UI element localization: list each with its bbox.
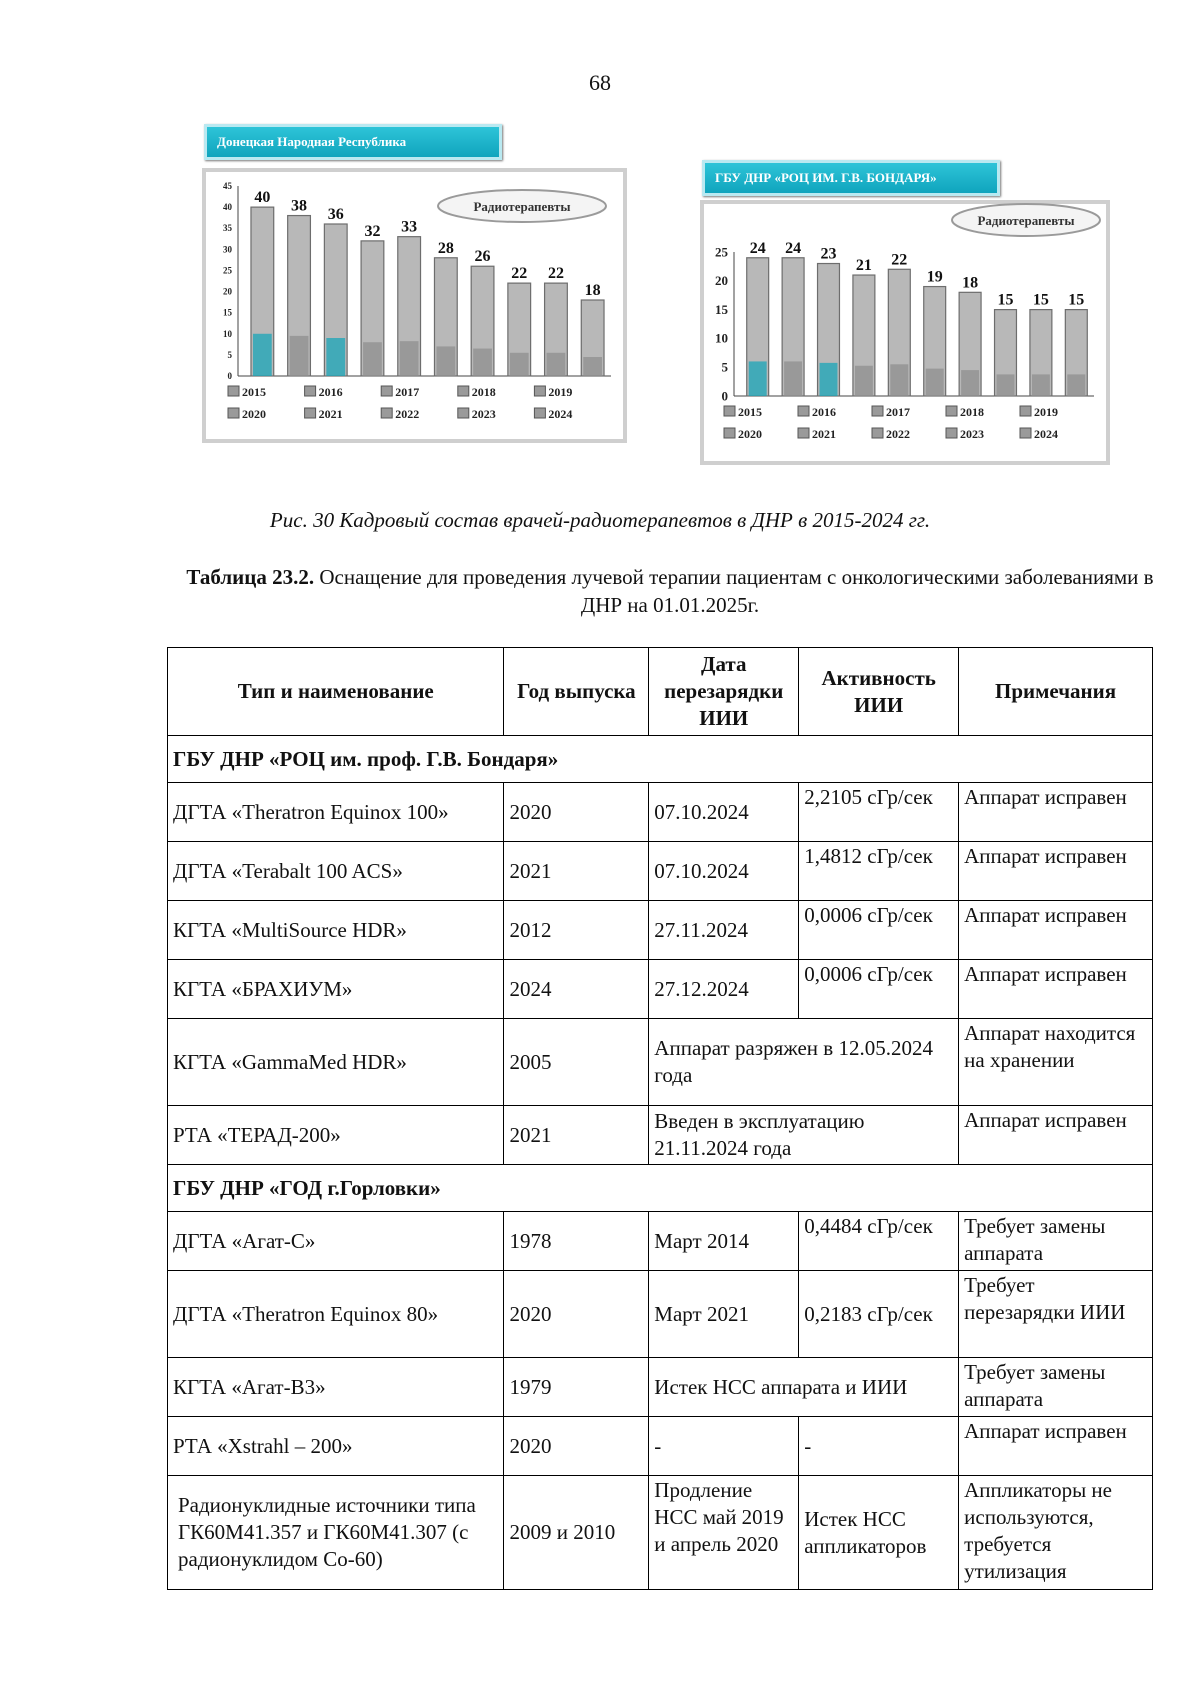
y-tick-label: 35 — [223, 223, 232, 234]
cell-date: 27.11.2024 — [649, 901, 799, 960]
legend-swatch — [872, 428, 883, 438]
legend-year-label: 2024 — [548, 407, 573, 421]
table-row — [168, 842, 1153, 901]
cell-year: 1978 — [504, 1212, 649, 1271]
cell-activity: 0,0006 сГр/сек — [799, 960, 959, 1019]
legend-swatch — [534, 408, 545, 418]
bar-shade — [290, 336, 309, 376]
table-title-label: Таблица 23.2. — [186, 565, 315, 589]
bar-value-label: 28 — [437, 239, 454, 257]
legend-year-label: 2015 — [242, 385, 266, 399]
legend-swatch — [228, 386, 239, 396]
bar-value-label: 32 — [364, 222, 381, 240]
cell-activity: 2,2105 сГр/сек — [799, 783, 959, 842]
page-number: 68 — [589, 70, 611, 95]
table-row — [168, 1019, 1153, 1106]
y-tick-label: 15 — [715, 301, 728, 317]
table-row — [168, 1212, 1153, 1271]
cell-note: Аппарат исправен — [959, 1417, 1153, 1476]
legend-year-label: 2022 — [395, 407, 420, 421]
cell-note: Аппарат исправен — [959, 1106, 1153, 1165]
bar-value-label: 19 — [926, 268, 943, 286]
y-tick-label: 10 — [223, 328, 232, 339]
header-year: Год выпуска — [504, 648, 649, 736]
table-row — [168, 783, 1153, 842]
cell-year: 2009 и 2010 — [504, 1476, 649, 1590]
y-tick-label: 45 — [223, 181, 232, 191]
bar-shade — [820, 363, 838, 396]
cell-note: Аппарат исправен — [959, 783, 1153, 842]
legend-swatch — [1020, 406, 1031, 416]
bar-shade — [749, 361, 767, 396]
y-tick-label: 20 — [223, 286, 232, 297]
bar-value-label: 24 — [785, 239, 802, 257]
legend-year-label: 2021 — [318, 407, 343, 421]
legend-swatch — [381, 386, 392, 396]
bar-value-label: 22 — [511, 265, 528, 283]
legend-year-label: 2020 — [738, 427, 762, 441]
cell-date: - — [649, 1417, 799, 1476]
cell-note: Аппарат исправен — [959, 960, 1153, 1019]
cell-activity: 0,2183 сГр/сек — [799, 1271, 959, 1358]
cell-type: ДГТА «Агат-С» — [168, 1212, 504, 1271]
legend-year-label: 2016 — [812, 405, 836, 419]
bar-value-label: 15 — [1032, 291, 1049, 309]
y-tick-label: 40 — [223, 202, 232, 213]
table-header-row — [168, 648, 1153, 736]
legend-year-label: 2023 — [471, 407, 496, 421]
legend-swatch — [381, 408, 392, 418]
bar-shade — [926, 369, 944, 396]
cell-activity: Истек НСС аппликаторов — [799, 1476, 959, 1590]
cell-date: Март 2021 — [649, 1271, 799, 1358]
cell-year: 2012 — [504, 901, 649, 960]
cell-activity: 1,4812 сГр/сек — [799, 842, 959, 901]
legend-swatch — [458, 386, 469, 396]
series-legend-label: Радиотерапевты — [473, 199, 571, 214]
bar-value-label: 40 — [254, 189, 271, 207]
bar-shade — [436, 346, 455, 376]
y-tick-label: 0 — [721, 388, 728, 404]
cell-date: 07.10.2024 — [649, 842, 799, 901]
legend-swatch — [946, 406, 957, 416]
cell-type: РТА «ТЕРАД-200» — [168, 1106, 504, 1165]
cell-type: РТА «Xstrahl – 200» — [168, 1417, 504, 1476]
legend-year-label: 2024 — [1034, 427, 1058, 441]
cell-activity: - — [799, 1417, 959, 1476]
table-title-text: Оснащение для проведения лучевой терапии пациентам с онкологическими заболеваниями в ДНР на 01.01.2025г. — [314, 565, 1154, 617]
bar-value-label: 18 — [584, 282, 601, 299]
bar-value-label: 22 — [547, 265, 564, 283]
bar-shade — [253, 334, 272, 376]
cell-year: 2020 — [504, 1271, 649, 1358]
cell-status: Истек НСС аппарата и ИИИ — [649, 1358, 959, 1417]
bar-shade — [890, 364, 908, 396]
legend-swatch — [724, 406, 735, 416]
y-tick-label: 5 — [721, 359, 728, 375]
section-row — [168, 1165, 1153, 1212]
y-tick-label: 5 — [227, 349, 232, 360]
figure-caption: Рис. 30 Кадровый состав врачей-радиотерапевтов в ДНР в 2015-2024 гг. — [269, 508, 931, 532]
legend-year-label: 2022 — [886, 427, 910, 441]
y-tick-label: 25 — [715, 244, 728, 260]
legend-year-label: 2021 — [812, 427, 836, 441]
cell-note: Требует перезарядки ИИИ — [959, 1271, 1153, 1358]
legend-swatch — [798, 406, 809, 416]
cell-year: 2021 — [504, 842, 649, 901]
legend-swatch — [946, 428, 957, 438]
bar-value-label: 15 — [1068, 291, 1085, 309]
bar-value-label: 24 — [749, 239, 766, 257]
chart-dnr-svg — [202, 168, 627, 443]
y-tick-label: 10 — [715, 330, 728, 346]
legend-swatch — [305, 386, 316, 396]
legend-swatch — [305, 408, 316, 418]
cell-year: 2024 — [504, 960, 649, 1019]
bar-value-label: 22 — [891, 251, 908, 269]
legend-swatch — [872, 406, 883, 416]
bar-shade — [473, 349, 492, 376]
chart-dnr-title: Донецкая Народная Республика — [204, 124, 502, 160]
cell-activity: 0,4484 сГр/сек — [799, 1212, 959, 1271]
bar-value-label: 21 — [855, 257, 872, 275]
bar-value-label: 26 — [474, 248, 491, 266]
table-row — [168, 1358, 1153, 1417]
bar-shade — [1067, 374, 1085, 396]
cell-status: Введен в эксплуатацию 21.11.2024 года — [649, 1106, 959, 1165]
cell-note: Требует замены аппарата — [959, 1358, 1153, 1417]
y-tick-label: 0 — [227, 371, 232, 381]
legend-year-label: 2023 — [960, 427, 984, 441]
y-tick-label: 15 — [223, 307, 232, 318]
y-tick-label: 20 — [715, 273, 728, 289]
legend-swatch — [228, 408, 239, 418]
cell-note: Аппликаторы не используются, требуется утилизация — [959, 1476, 1153, 1590]
table-row — [168, 960, 1153, 1019]
cell-status: Аппарат разряжен в 12.05.2024 года — [649, 1019, 959, 1106]
legend-swatch — [798, 428, 809, 438]
bar-value-label: 23 — [820, 245, 837, 263]
table-row — [168, 1476, 1153, 1590]
legend-year-label: 2016 — [318, 385, 343, 399]
chart-roc-title: ГБУ ДНР «РОЦ ИМ. Г.В. БОНДАРЯ» — [702, 160, 1000, 196]
y-tick-label: 25 — [223, 265, 232, 276]
bar-shade — [510, 353, 529, 376]
cell-date: Продление НСС май 2019 и апрель 2020 — [649, 1476, 799, 1590]
legend-swatch — [534, 386, 545, 396]
cell-type: КГТА «Агат-В3» — [168, 1358, 504, 1417]
bar-shade — [997, 374, 1015, 396]
legend-year-label: 2018 — [471, 385, 496, 399]
table-title — [180, 563, 1160, 619]
cell-year: 2020 — [504, 1417, 649, 1476]
legend-swatch — [724, 428, 735, 438]
header-notes: Примечания — [959, 648, 1153, 736]
table-row — [168, 1417, 1153, 1476]
bar-shade — [583, 357, 602, 376]
cell-note: Аппарат исправен — [959, 901, 1153, 960]
cell-date: Март 2014 — [649, 1212, 799, 1271]
bar-shade — [784, 361, 802, 396]
legend-year-label: 2020 — [242, 407, 266, 421]
bar-shade — [855, 366, 873, 396]
cell-type: ДГТА «Terabalt 100 ACS» — [168, 842, 504, 901]
cell-year: 2021 — [504, 1106, 649, 1165]
cell-type: Радионуклидные источники типа ГК60М41.357 и ГК60М41.307 (с радионуклидом Со-60) — [168, 1476, 504, 1590]
cell-type: КГТА «GammaMed HDR» — [168, 1019, 504, 1106]
cell-type: ДГТА «Theratron Equinox 100» — [168, 783, 504, 842]
bar-shade — [400, 341, 419, 376]
bar-value-label: 18 — [962, 274, 979, 292]
legend-year-label: 2017 — [395, 385, 420, 399]
section-row — [168, 736, 1153, 783]
legend-swatch — [458, 408, 469, 418]
cell-note: Требует замены аппарата — [959, 1212, 1153, 1271]
cell-year: 1979 — [504, 1358, 649, 1417]
header-recharge-date: Дата перезарядки ИИИ — [649, 648, 799, 736]
bar-value-label: 38 — [291, 197, 308, 215]
header-type: Тип и наименование — [168, 648, 504, 736]
bar-shade — [547, 353, 566, 376]
header-activity: Активность ИИИ — [799, 648, 959, 736]
table-row — [168, 1271, 1153, 1358]
cell-note: Аппарат исправен — [959, 842, 1153, 901]
series-legend-label: Радиотерапевты — [977, 213, 1075, 228]
cell-activity: 0,0006 сГр/сек — [799, 901, 959, 960]
legend-year-label: 2018 — [960, 405, 984, 419]
section-title: ГБУ ДНР «ГОД г.Горловки» — [168, 1165, 1153, 1212]
legend-year-label: 2017 — [886, 405, 910, 419]
table-row — [168, 901, 1153, 960]
table-row — [168, 1106, 1153, 1165]
equipment-table — [167, 647, 1153, 1590]
cell-type: ДГТА «Theratron Equinox 80» — [168, 1271, 504, 1358]
cell-note: Аппарат находится на хранении — [959, 1019, 1153, 1106]
cell-year: 2020 — [504, 783, 649, 842]
cell-year: 2005 — [504, 1019, 649, 1106]
legend-year-label: 2019 — [548, 385, 573, 399]
legend-swatch — [1020, 428, 1031, 438]
cell-type: КГТА «БРАХИУМ» — [168, 960, 504, 1019]
bar-value-label: 15 — [997, 291, 1014, 309]
bar-shade — [363, 342, 382, 376]
bar-shade — [961, 370, 979, 396]
legend-year-label: 2015 — [738, 405, 762, 419]
cell-date: 27.12.2024 — [649, 960, 799, 1019]
legend-year-label: 2019 — [1034, 405, 1058, 419]
bar-shade — [326, 338, 345, 376]
cell-date: 07.10.2024 — [649, 783, 799, 842]
bar-shade — [1032, 374, 1050, 396]
bar-value-label: 36 — [327, 206, 344, 223]
chart-roc-svg — [700, 200, 1110, 465]
cell-type: КГТА «MultiSource HDR» — [168, 901, 504, 960]
section-title: ГБУ ДНР «РОЦ им. проф. Г.В. Бондаря» — [168, 736, 1153, 783]
bar-value-label: 33 — [401, 218, 418, 236]
y-tick-label: 30 — [223, 244, 232, 255]
